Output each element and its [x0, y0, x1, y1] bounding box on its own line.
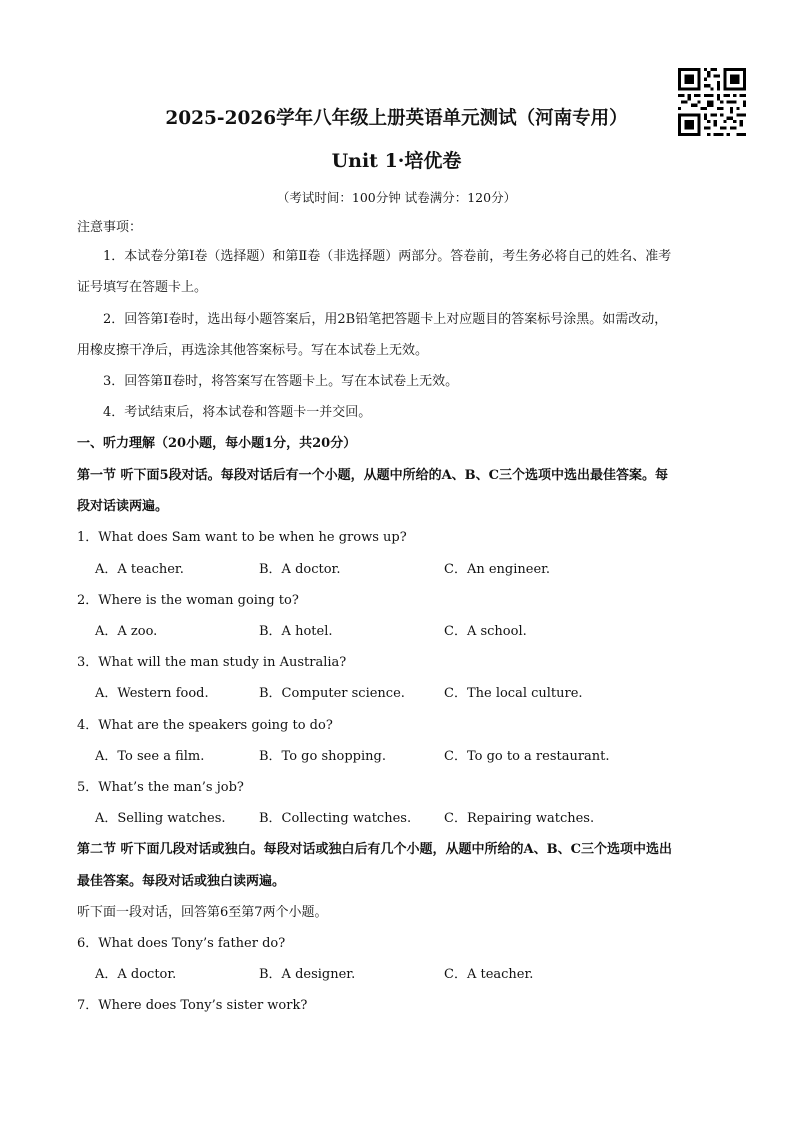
- question-4: 4．What are the speakers going to do?: [77, 718, 333, 733]
- question-2: 2．Where is the woman going to?: [77, 593, 299, 608]
- notice-item-4: 4．考试结束后，将本试卷和答题卡一并交回。: [103, 405, 372, 420]
- q4-option-c: C．To go to a restaurant.: [444, 749, 610, 764]
- q1-option-a: A．A teacher.: [95, 562, 184, 577]
- q3-option-a: A．Western food.: [95, 686, 209, 701]
- q2-option-c: C．A school.: [444, 624, 527, 639]
- notice-item-1-line-1: 1．本试卷分第Ⅰ卷（选择题）和第Ⅱ卷（非选择题）两部分。答卷前，考生务必将自己的姓名、准考: [103, 249, 672, 264]
- q1-option-c: C．An engineer.: [444, 562, 551, 577]
- q5-option-b: B．Collecting watches.: [259, 811, 412, 826]
- question-7: 7．Where does Tony’s sister work?: [77, 998, 308, 1013]
- exam-subtitle: Unit 1·培优卷: [331, 150, 462, 172]
- part-2-instruction-line-1: 第二节 听下面几段对话或独白。每段对话或独白后有几个小题，从题中所给的A、B、C三个选项中选出: [77, 842, 672, 857]
- question-1: 1．What does Sam want to be when he grows up?: [77, 530, 407, 545]
- question-3: 3．What will the man study in Australia?: [77, 655, 347, 670]
- notice-item-2-line-2: 用橡皮擦干净后，再选涂其他答案标号。写在本试卷上无效。: [77, 343, 429, 358]
- q2-option-b: B．A hotel.: [259, 624, 333, 639]
- notice-heading: 注意事项：: [77, 220, 143, 235]
- exam-info: （考试时间：100分钟 试卷满分：120分）: [276, 190, 517, 205]
- q5-option-a: A．Selling watches.: [95, 811, 226, 826]
- q4-option-a: A．To see a film.: [95, 749, 205, 764]
- exam-title: 2025-2026学年八年级上册英语单元测试（河南专用）: [165, 108, 628, 129]
- notice-item-1-line-2: 证号填写在答题卡上。: [77, 280, 208, 295]
- q5-option-c: C．Repairing watches.: [444, 811, 595, 826]
- q6-option-a: A．A doctor.: [95, 967, 177, 982]
- q4-option-b: B．To go shopping.: [259, 749, 386, 764]
- q3-option-b: B．Computer science.: [259, 686, 405, 701]
- listening-instruction-6-7: 听下面一段对话，回答第6至第7两个小题。: [77, 905, 328, 920]
- part-2-instruction-line-2: 最佳答案。每段对话或独白读两遍。: [77, 874, 286, 889]
- notice-item-3: 3．回答第Ⅱ卷时，将答案写在答题卡上。写在本试卷上无效。: [103, 374, 459, 389]
- section-1-heading: 一、听力理解（20小题，每小题1分，共20分）: [77, 436, 357, 451]
- part-1-instruction-line-2: 段对话读两遍。: [77, 499, 169, 514]
- question-6: 6．What does Tony’s father do?: [77, 936, 286, 951]
- part-1-instruction-line-1: 第一节 听下面5段对话。每段对话后有一个小题，从题中所给的A、B、C三个选项中选出最佳答案。每: [77, 468, 668, 483]
- q6-option-b: B．A designer.: [259, 967, 356, 982]
- q2-option-a: A．A zoo.: [95, 624, 158, 639]
- q6-option-c: C．A teacher.: [444, 967, 534, 982]
- q1-option-b: B．A doctor.: [259, 562, 341, 577]
- q3-option-c: C．The local culture.: [444, 686, 583, 701]
- question-5: 5．What’s the man’s job?: [77, 780, 244, 795]
- notice-item-2-line-1: 2．回答第Ⅰ卷时，选出每小题答案后，用2B铅笔把答题卡上对应题目的答案标号涂黑。如需改动，: [103, 312, 668, 327]
